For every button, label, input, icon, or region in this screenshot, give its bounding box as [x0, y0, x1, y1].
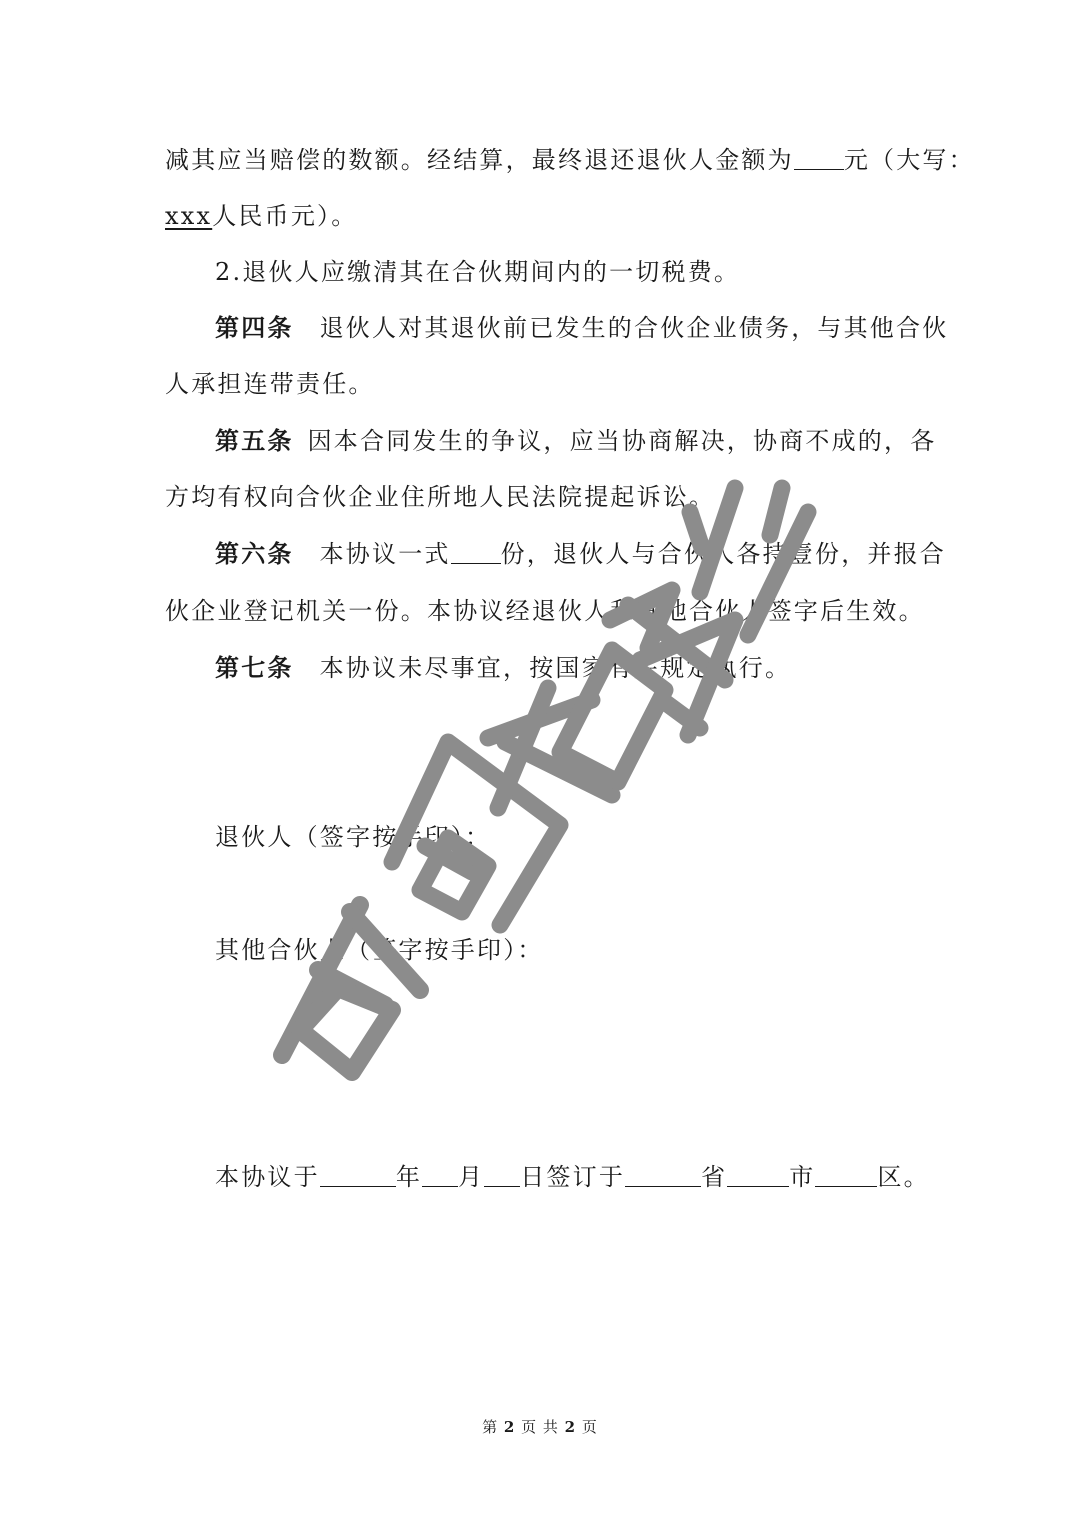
- article-text: 方均有权向合伙企业住所地人民法院提起诉讼。: [165, 483, 716, 511]
- city-label: 市: [789, 1163, 816, 1191]
- date-prefix: 本协议于: [215, 1163, 320, 1191]
- text-segment: 元（大写：: [843, 146, 975, 174]
- year-blank: [320, 1160, 396, 1187]
- text-line: [165, 140, 975, 180]
- day-blank: [484, 1160, 520, 1187]
- article-text: 份，退伙人与合伙人各持壹份，并报合: [500, 540, 947, 568]
- article-5-continued: [165, 477, 715, 517]
- page-footer: [0, 1416, 1080, 1437]
- text-segment: 减其应当赔偿的数额。经结算，最终退还退伙人金额为: [165, 146, 794, 174]
- district-blank: [815, 1160, 877, 1187]
- text-line: [165, 196, 357, 236]
- article-6-continued: [165, 591, 925, 631]
- text-segment: 人民币元）。: [212, 202, 358, 230]
- month-label: 月: [458, 1163, 485, 1191]
- footer-prefix: 第: [482, 1418, 499, 1436]
- province-label: 省: [701, 1163, 728, 1191]
- article-6: [215, 534, 946, 574]
- clause-3-2: [215, 252, 740, 292]
- signature-withdrawing-partner: [215, 817, 491, 857]
- article-label: 第七条: [215, 653, 294, 682]
- signature-label: 其他合伙人（签字按手印）：: [215, 936, 544, 964]
- district-label: 区。: [877, 1163, 930, 1191]
- article-text: 因本合同发生的争议，应当协商解决，协商不成的，各: [307, 427, 937, 455]
- copies-blank: [451, 537, 501, 564]
- amount-in-words: xxx: [165, 202, 213, 230]
- city-blank: [727, 1160, 789, 1187]
- day-label: 日签订于: [520, 1163, 626, 1191]
- article-text: 本协议未尽事宜，按国家有关规定执行。: [319, 654, 792, 682]
- year-label: 年: [395, 1163, 423, 1191]
- total-page-number: 2: [564, 1418, 577, 1436]
- watermark-glyphs: [282, 488, 808, 1072]
- signature-label: 退伙人（签字按手印）：: [215, 823, 492, 851]
- article-text: 伙企业登记机关一份。本协议经退伙人和其他合伙人签字后生效。: [165, 597, 925, 625]
- article-4-continued: [165, 364, 375, 404]
- signing-date-line: [215, 1157, 930, 1197]
- amount-blank: [794, 143, 844, 170]
- article-5: [215, 421, 936, 461]
- article-text: 人承担连带责任。: [165, 370, 375, 398]
- clause-text: 2.退伙人应缴清其在合伙期间内的一切税费。: [215, 258, 741, 286]
- month-blank: [422, 1160, 458, 1187]
- province-blank: [625, 1160, 701, 1187]
- article-text: 本协议一式: [319, 540, 451, 568]
- footer-middle: 页 共: [521, 1418, 559, 1436]
- footer-suffix: 页: [581, 1418, 598, 1436]
- article-label: 第六条: [215, 539, 294, 568]
- article-4: [215, 308, 948, 348]
- signature-other-partners: [215, 930, 544, 970]
- article-text: 退伙人对其退伙前已发生的合伙企业债务，与其他合伙: [319, 314, 949, 342]
- article-7: [215, 648, 791, 688]
- article-label: 第四条: [215, 313, 294, 342]
- current-page-number: 2: [503, 1418, 516, 1436]
- article-label: 第五条: [215, 426, 294, 455]
